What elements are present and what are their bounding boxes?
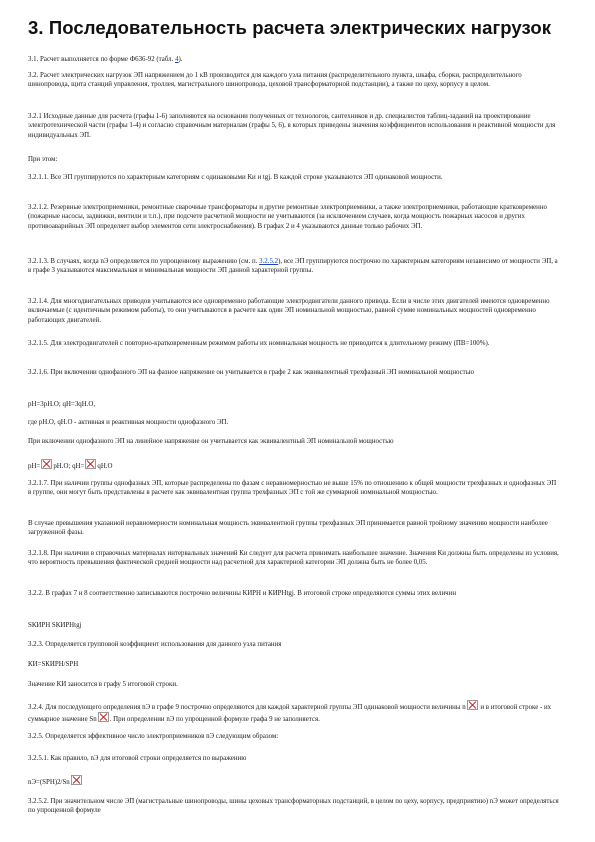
paragraph-3-2-1: 3.2.1 Исходные данные для расчета (графы 1-6) заполняются на основании полученных от технологов, сантехников и др. специалистов таблиц-заданий на проектирование электротехнической части (графы 1-4) и согласно справочным материалам (графы 5, 6), в которых приведены значения коэффициентов использования и реактивной мощности для индивидуальных ЭП. xyxy=(28,113,556,139)
table-4-link[interactable]: 4 xyxy=(175,56,179,63)
paragraph-unevenness: В случае превышения указанной неравномерности номинальная мощность эквивалентной группы трехфазных ЭП принимается равной тройному значению мощности наиболее загруженной фазы. xyxy=(28,520,548,537)
formula-text: рН= xyxy=(28,463,41,470)
paragraph-3-2-5: 3.2.5. Определяется эффективное число электроприемников nЭ следующим образом: xyxy=(28,733,279,740)
paragraph-text: и в итоговой строке - их суммарное значение Sn xyxy=(28,704,552,724)
paragraph-3-2-1-8: 3.2.1.8. При наличии в справочных материалах интервальных значений Ки следует для расчета принимать наибольшее значение. Значения Ки должны быть определены из условия, что вероятность превышения фактической средней мощности над расчетной для характерной категории ЭП должна быть не более 0,05. xyxy=(28,550,559,567)
broken-image-icon xyxy=(467,700,478,710)
paragraph-text: 3.1. Расчет выполняется по форме Ф636-92 (табл. xyxy=(28,56,176,63)
paragraph-3-2-1-1: 3.2.1.1. Все ЭП группируются по характерным категориям с одинаковыми Ки и tgj. В каждой строке указываются ЭП одинаковой мощности. xyxy=(28,174,443,181)
broken-image-icon xyxy=(98,712,109,722)
paragraph-text: 3.2.1.3. В случаях, когда nЭ определяется по упрощенному выражению (см. п. xyxy=(28,258,260,265)
paragraph-text: ). xyxy=(178,56,183,63)
paragraph-text: ), все ЭП группируются построчно по характерным категориям независимо от мощности ЭП, а в графе 3 указываются максимальная и минимальная мощности ЭП данной характерной группы. xyxy=(28,258,558,275)
paragraph-where: где рН.О, qН.О - активная и реактивная мощности однофазного ЭП. xyxy=(28,419,229,426)
formula-ki: КИ=SКИРН/SРН xyxy=(28,661,79,668)
paragraph-ki-value: Значение КИ заносится в графу 5 итоговой строки. xyxy=(28,681,178,688)
paragraph-3-2-3: 3.2.3. Определяется групповой коэффициент использования для данного узла питания xyxy=(28,641,282,648)
paragraph-text: . При определении nЭ по упрощенной формуле графа 9 не заполняется. xyxy=(109,716,320,724)
paragraph-3-2-1-4: 3.2.1.4. Для многодвигательных приводов учитываются все одновременно работающие электродвигатели данного привода. Если в числе этих двигателей имеются одновременно включаемые (с идентичным режимом работы), то они учитываются в расчете как один ЭП номинальной мощностью, равной сумме номинальных мощностей одновременно работающих двигателей. xyxy=(28,298,550,324)
paragraph-3-2: 3.2. Расчет электрических нагрузок ЭП напряжением до 1 кВ производится для каждого узла питания (распределительного пункта, шкафа, сборки, распределительного шинопровода, щита станций управления, троллея, магистрального шинопровода, цеховой трансформаторной подстанции), а также по цеху, корпусу в целом. xyxy=(28,72,522,89)
page-title: 3. Последовательность расчета электрических нагрузок xyxy=(28,17,552,38)
paragraph-line-voltage: При включении однофазного ЭП на линейное напряжение он учитывается как эквивалентный ЭП номинальной мощностью xyxy=(28,438,394,445)
paragraph-3-2-1-2: 3.2.1.2. Резервные электроприемники, ремонтные сварочные трансформаторы и другие ремонтные электроприемники, а также электроприемники, работающие кратковременно (пожарные насосы, задвижки, вентили и т.п.), при подсчете расчетной мощности не учитываются (за исключением случаев, когда мощность пожарных насосов и других противоаварийных ЭП определяет выбор элементов сети электроснабжения). В графах 2 и 4 указываются данные только рабочих ЭП. xyxy=(28,204,547,230)
formula-text: nЭ=(SPН)2/Sn xyxy=(28,779,70,786)
paragraph-3-2-1-5: 3.2.1.5. Для электродвигателей с повторно-кратковременным режимом работы их номинальная мощность не приводится к длительному режиму (ПВ=100%). xyxy=(28,340,490,347)
formula-text: рН.О; qН= xyxy=(53,463,85,470)
section-3-2-5-2-link[interactable]: 3.2.5.2 xyxy=(259,258,279,265)
paragraph-3-2-2: 3.2.2. В графах 7 и 8 соответственно записываются построчно величины КИРН и КИРНtgj. В итоговой строке определяются суммы этих величин xyxy=(28,590,457,597)
formula-phase-connection: рН=3рН.О; qН=3qН.О, xyxy=(28,401,96,408)
paragraph-3-2-4 xyxy=(28,700,560,725)
broken-image-icon xyxy=(85,459,96,469)
paragraph-3-2-1-7: 3.2.1.7. При наличии группы однофазных ЭП, которые распределены по фазам с неравномерностью не выше 15% по отношению к общей мощности трехфазных и однофазных ЭП в группе, они могут быть представлены в расчете как эквивалентная группа трехфазных ЭП с той же суммарной номинальной мощностью. xyxy=(28,480,557,497)
paragraph-text: 3.2.4. Для последующего определения nЭ в графе 9 построчно определяются для каждой характерной группы ЭП одинаковой мощности величины n xyxy=(28,704,466,711)
formula-ne xyxy=(28,775,560,787)
paragraph-3-2-1-6: 3.2.1.6. При включении однофазного ЭП на фазное напряжение он учитывается в графе 2 как эквивалентный трехфазный ЭП номинальной мощностью xyxy=(28,369,474,376)
paragraph-3-1 xyxy=(28,55,560,64)
paragraph-pri-etom: При этом: xyxy=(28,156,58,163)
formula-text: qН.О xyxy=(97,463,113,470)
formula-line-connection xyxy=(28,459,560,471)
paragraph-3-2-5-1: 3.2.5.1. Как правило, nЭ для итоговой строки определяется по выражению xyxy=(28,755,247,762)
formula-sums: SКИРН SКИРНtgj xyxy=(28,622,82,629)
broken-image-icon xyxy=(71,775,82,785)
broken-image-icon xyxy=(41,459,52,469)
paragraph-3-2-1-3 xyxy=(28,257,560,276)
paragraph-3-2-5-2: 3.2.5.2. При значительном числе ЭП (магистральные шинопроводы, шины цеховых трансформаторных подстанций, в целом по цеху, корпусу, предприятию) nЭ может определяться по упрощенной формуле xyxy=(28,798,559,815)
